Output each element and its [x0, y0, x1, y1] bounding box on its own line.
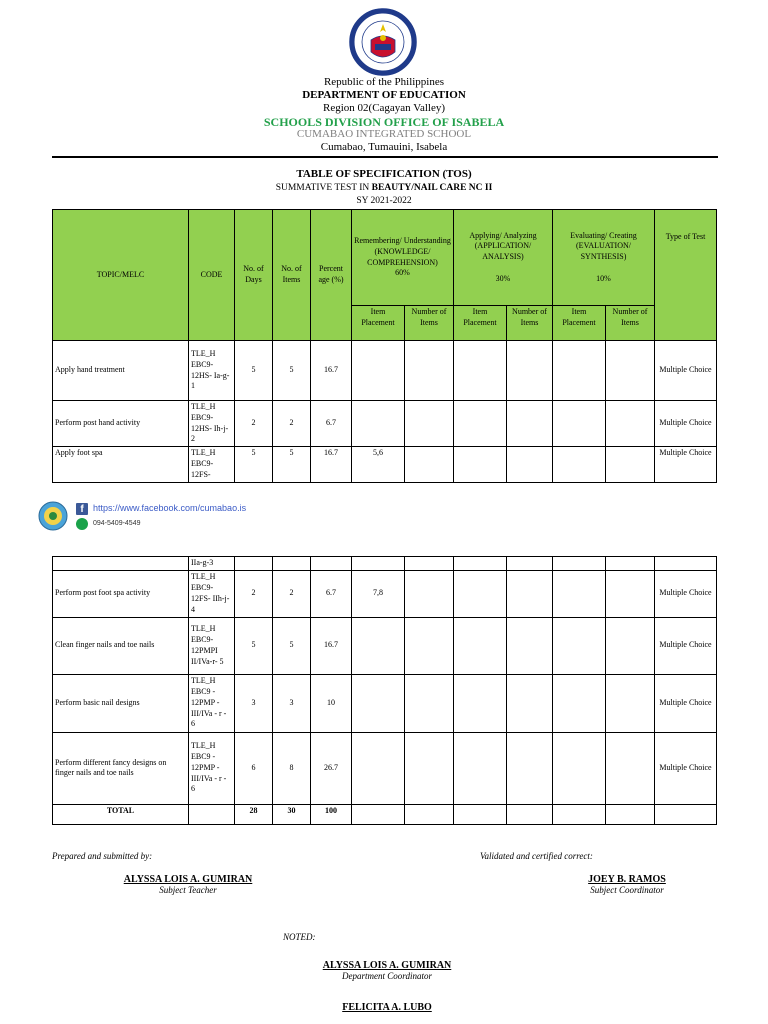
school-line: CUMABAO INTEGRATED SCHOOL — [296, 128, 472, 140]
division-line: SCHOOLS DIVISION OFFICE OF ISABELA — [263, 115, 505, 129]
placement-cell — [352, 341, 405, 401]
col-days-header: No. of Days — [235, 210, 273, 341]
total-row — [53, 804, 717, 824]
header-divider — [52, 156, 718, 158]
topic-cell: Clean finger nails and toe nails — [53, 617, 189, 674]
code-cell: TLE_H EBC9- 12PMPI II/IVa-r- 5 — [189, 617, 235, 674]
code-cell: TLE_H EBC9- 12FS- IIh-j-4 — [189, 570, 235, 617]
location-line: Cumabao, Tumauini, Isabela — [320, 141, 448, 153]
code-cell: TLE_H EBC9 - 12PMP - III/IVa - r - 6 — [189, 674, 235, 732]
days-cell: 5 — [235, 617, 273, 674]
phone-icon — [76, 518, 88, 530]
sub-number-items: Number of Items — [405, 306, 454, 341]
items-cell: 2 — [273, 401, 311, 447]
type-cell: Multiple Choice — [655, 570, 717, 617]
percent-cell: 10 — [311, 674, 352, 732]
department-line: DEPARTMENT OF EDUCATION — [302, 89, 466, 101]
percent-cell: 16.7 — [311, 341, 352, 401]
type-cell: Multiple Choice — [655, 401, 717, 447]
principal-name: FELICITA A. LUBO — [342, 1002, 432, 1013]
code-cell: TLE_H EBC9- 12HS- Ih-j-2 — [189, 401, 235, 447]
percent-cell: 26.7 — [311, 732, 352, 804]
days-cell: 2 — [235, 401, 273, 447]
total-items: 30 — [273, 804, 311, 824]
days-cell: 3 — [235, 674, 273, 732]
dept-role: Department Coordinator — [342, 971, 432, 981]
code-cell: TLE_H EBC9- 12FS- — [189, 447, 235, 483]
total-percent: 100 — [311, 804, 352, 824]
total-days: 28 — [235, 804, 273, 824]
col-evaluating-header: Evaluating/ Creating (EVALUATION/ SYNTHESIS) 10% — [553, 210, 655, 306]
type-cell: Multiple Choice — [655, 674, 717, 732]
school-year: SY 2021-2022 — [356, 196, 412, 206]
table-row — [53, 732, 717, 804]
principal-signature — [287, 1002, 487, 1013]
dept-name: ALYSSA LOIS A. GUMIRAN — [322, 960, 452, 971]
tos-table-page-2 — [52, 556, 717, 825]
code-cell: TLE_H EBC9 - 12PMP - III/IVa - r - 6 — [189, 732, 235, 804]
col-code-header: CODE — [189, 210, 235, 341]
placement-cell — [352, 401, 405, 447]
coordinator-role: Subject Coordinator — [590, 885, 664, 895]
sub-item-placement: Item Placement — [454, 306, 507, 341]
col-applying-header: Applying/ Analyzing (APPLICATION/ ANALYSIS) 30% — [454, 210, 553, 306]
document-title: TABLE OF SPECIFICATION (TOS) — [296, 168, 472, 180]
school-logo-icon — [38, 501, 68, 531]
percent-cell: 16.7 — [311, 617, 352, 674]
placement-cell — [352, 732, 405, 804]
document-subtitle: SUMMATIVE TEST IN BEAUTY/NAIL CARE NC II — [275, 183, 493, 193]
topic-cell: Perform different fancy designs on finger nails and toe nails — [53, 732, 189, 804]
facebook-icon: f — [76, 503, 88, 515]
topic-cell: Perform basic nail designs — [53, 674, 189, 732]
teacher-role: Subject Teacher — [159, 885, 217, 895]
table-row — [53, 570, 717, 617]
sub-item-placement: Item Placement — [352, 306, 405, 341]
sub-number-items: Number of Items — [507, 306, 553, 341]
type-cell: Multiple Choice — [655, 341, 717, 401]
table-row — [53, 557, 717, 571]
table-row — [53, 617, 717, 674]
items-cell: 5 — [273, 617, 311, 674]
percent-cell: 6.7 — [311, 401, 352, 447]
code-cell: TLE_H EBC9- 12HS- Ia-g-1 — [189, 341, 235, 401]
coordinator-name: JOEY B. RAMOS — [588, 874, 666, 885]
days-cell: 6 — [235, 732, 273, 804]
percent-cell: 16.7 — [311, 447, 352, 483]
region-line: Region 02(Cagayan Valley) — [323, 102, 445, 114]
code-cell-continued: IIa-g-3 — [189, 557, 235, 571]
percent-cell: 6.7 — [311, 570, 352, 617]
table-row — [53, 401, 717, 447]
noted-label: NOTED: — [283, 932, 316, 942]
placement-cell: 5,6 — [352, 447, 405, 483]
items-cell: 5 — [273, 341, 311, 401]
placement-cell — [352, 617, 405, 674]
days-cell: 5 — [235, 447, 273, 483]
items-cell: 3 — [273, 674, 311, 732]
col-percent-header: Percent age (%) — [311, 210, 352, 341]
prepared-label: Prepared and submitted by: — [52, 851, 153, 861]
days-cell: 2 — [235, 570, 273, 617]
dept-signature — [287, 960, 487, 981]
placement-cell: 7,8 — [352, 570, 405, 617]
topic-cell: Apply foot spa — [53, 447, 189, 483]
facebook-link[interactable]: https://www.facebook.com/cumabao.is — [93, 503, 247, 513]
topic-cell: Perform post foot spa activity — [53, 570, 189, 617]
col-type-header: Type of Test — [655, 210, 717, 341]
table-row — [53, 447, 717, 483]
tos-table-page-1 — [52, 209, 717, 483]
coordinator-signature — [527, 874, 727, 895]
topic-cell: Apply hand treatment — [53, 341, 189, 401]
col-items-header: No. of Items — [273, 210, 311, 341]
type-cell: Multiple Choice — [655, 617, 717, 674]
validated-label: Validated and certified correct: — [480, 851, 593, 861]
republic-line: Republic of the Philippines — [323, 76, 445, 88]
sub-item-placement: Item Placement — [553, 306, 606, 341]
items-cell: 5 — [273, 447, 311, 483]
total-label: TOTAL — [53, 804, 189, 824]
days-cell: 5 — [235, 341, 273, 401]
deped-seal-logo — [349, 8, 417, 76]
col-remembering-header: Remembering/ Understanding (KNOWLEDGE/ COMPREHENSION) 60% — [352, 210, 454, 306]
topic-cell: Perform post hand activity — [53, 401, 189, 447]
items-cell: 2 — [273, 570, 311, 617]
sub-number-items: Number of Items — [606, 306, 655, 341]
phone-number: 094-5409-4549 — [93, 520, 141, 527]
items-cell: 8 — [273, 732, 311, 804]
type-cell: Multiple Choice — [655, 732, 717, 804]
type-cell: Multiple Choice — [655, 447, 717, 483]
table-row — [53, 674, 717, 732]
teacher-name: ALYSSA LOIS A. GUMIRAN — [123, 874, 253, 885]
placement-cell — [352, 674, 405, 732]
table-row — [53, 341, 717, 401]
col-topic-header: TOPIC/MELC — [53, 210, 189, 341]
teacher-signature — [88, 874, 288, 895]
